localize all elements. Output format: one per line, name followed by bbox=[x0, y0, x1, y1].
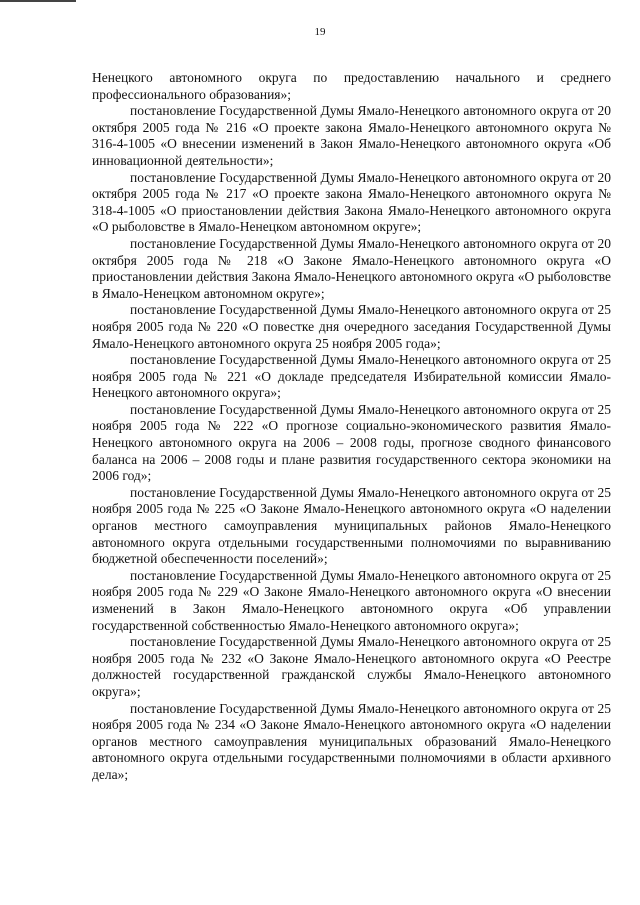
paragraph-continuation: Ненецкого автономного округа по предоставлению начального и среднего профессионального образования»; bbox=[92, 70, 611, 102]
paragraph-resolution-225: постановление Государственной Думы Ямало-Ненецкого автономного округа от 25 ноября 2005 года № 225 «О Законе Ямало-Ненецкого автономного округа «О наделении органов местного самоуправления муниципальных районов Ямало-Ненецкого автономного округа отдельными государственными полномочиями по выравниванию бюджетной обеспеченности поселений»; bbox=[92, 484, 611, 567]
paragraph-resolution-229: постановление Государственной Думы Ямало-Ненецкого автономного округа от 25 ноября 2005 года № 229 «О Законе Ямало-Ненецкого автономного округа «О внесении изменений в Закон Ямало-Ненецкого автономного округа «Об управлении государственной собственностью Ямало-Ненецкого автономного округа»; bbox=[92, 567, 611, 633]
paragraph-resolution-232: постановление Государственной Думы Ямало-Ненецкого автономного округа от 25 ноября 2005 года № 232 «О Законе Ямало-Ненецкого автономного округа «О Реестре должностей государственной гражданской службы Ямало-Ненецкого автономного округа»; bbox=[92, 634, 611, 699]
paragraph-resolution-221: постановление Государственной Думы Ямало-Ненецкого автономного округа от 25 ноября 2005 года № 221 «О докладе председателя Избирательной комиссии Ямало-Ненецкого автономного округа»; bbox=[92, 352, 611, 401]
paragraph-resolution-216: постановление Государственной Думы Ямало-Ненецкого автономного округа от 20 октября 2005 года № 216 «О проекте закона Ямало-Ненецкого автономного округа № 316-4-1005 «О внесении изменений в Закон Ямало-Ненецкого автономного округа «Об инновационной деятельности»; bbox=[92, 103, 611, 168]
page-number: 19 bbox=[314, 26, 326, 38]
paragraph-resolution-220: постановление Государственной Думы Ямало-Ненецкого автономного округа от 25 ноября 2005 года № 220 «О повестке дня очередного заседания Государственной Думы Ямало-Ненецкого автономного округа 25 ноября 2005 года»; bbox=[92, 302, 611, 351]
paragraph-resolution-217: постановление Государственной Думы Ямало-Ненецкого автономного округа от 20 октября 2005 года № 217 «О проекте закона Ямало-Ненецкого автономного округа № 318-4-1005 «О приостановлении действия Закона Ямало-Ненецкого автономного округа «О рыболовстве в Ямало-Ненецком автономном округе»; bbox=[92, 169, 611, 235]
paragraph-resolution-234: постановление Государственной Думы Ямало-Ненецкого автономного округа от 25 ноября 2005 года № 234 «О Законе Ямало-Ненецкого автономного округа «О наделении органов местного самоуправления муниципальных образований Ямало-Ненецкого автономного округа отдельными государственными полномочиями в области архивного дела»; bbox=[92, 700, 611, 782]
document-body bbox=[92, 70, 611, 784]
paragraph-resolution-222: постановление Государственной Думы Ямало-Ненецкого автономного округа от 25 ноября 2005 года № 222 «О прогнозе социально-экономического развития Ямало-Ненецкого автономного округа на 2006 – 2008 годы, прогнозе сводного финансового баланса на 2006 – 2008 годы и плане развития государственного сектора экономики на 2006 год»; bbox=[92, 401, 611, 484]
page-corner-mark bbox=[0, 0, 76, 2]
paragraph-resolution-218: постановление Государственной Думы Ямало-Ненецкого автономного округа от 20 октября 2005 года № 218 «О Законе Ямало-Ненецкого автономного округа «О приостановлении действия Закона Ямало-Ненецкого автономного округа «О рыболовстве в Ямало-Ненецком автономном округе»; bbox=[92, 235, 611, 301]
